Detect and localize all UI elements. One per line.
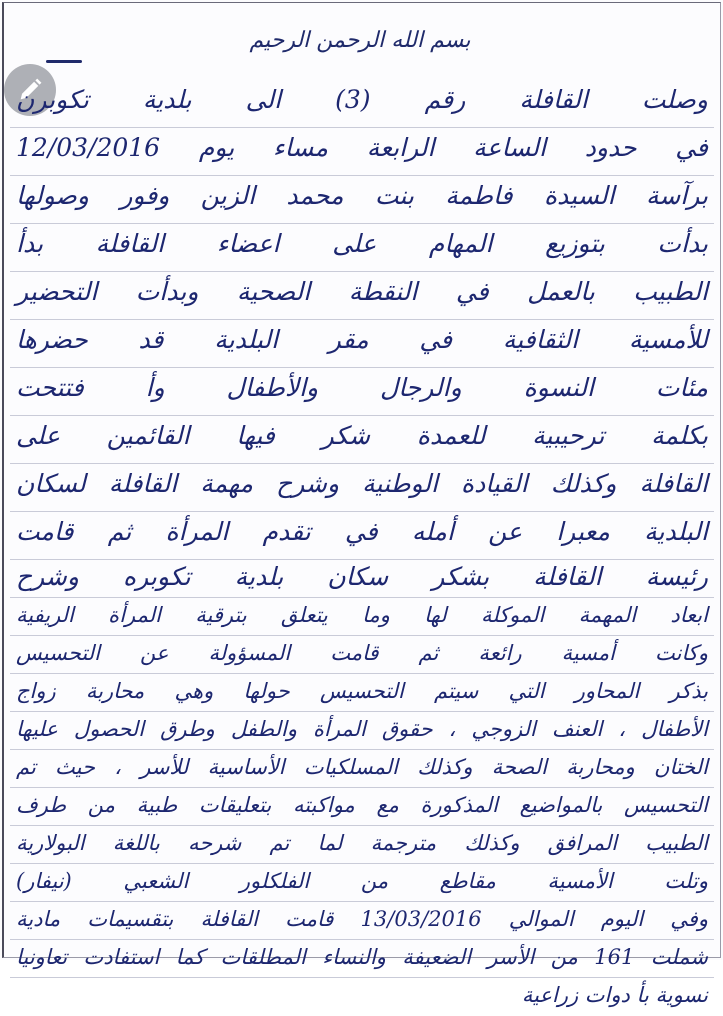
text-line: نسوية بأ دوات زراعية [521,983,708,1007]
text-line: بدأت بتوزيع المهام على اعضاء القافلة بدأ [10,224,714,272]
text-line: برآسة السيدة فاطمة بنت محمد الزين وفور وصولها [10,176,714,224]
text-line: وكانت أمسية رائعة ثم قامت المسؤولة عن التحسيس [10,636,714,674]
text-line: الأطفال ، العنف الزوجي ، حقوق المرأة والطفل وطرق الحصول عليها [10,712,714,750]
text-line: ابعاد المهمة الموكلة لها وما يتعلق بترقية المرأة الريفية [10,598,714,636]
text-line: شملت 161 من الأسر الضعيفة والنساء المطلقات كما استفادت تعاونيا [10,940,714,978]
dash-mark [46,60,82,63]
text-line: بكلمة ترحيبية للعمدة شكر فيها القائمين على [10,416,714,464]
text-line: للأمسية الثقافية في مقر البلدية قد حضرها [10,320,714,368]
text-line: الطبيب بالعمل في النقطة الصحية وبدأت التحضير [10,272,714,320]
text-line: الطبيب المرافق وكذلك مترجمة لما تم شرحه باللغة البولارية [10,826,714,864]
text-line: التحسيس بالمواضيع المذكورة مع مواكبته بتعليقات طبية من طرف [10,788,714,826]
text-line: في حدود الساعة الرابعة مساء يوم 12/03/2016 [10,128,714,176]
basmala-heading: بسم الله الرحمن الرحيم [249,28,471,53]
text-line: وفي اليوم الموالي 13/03/2016 قامت القافلة بتقسيمات مادية [10,902,714,940]
text-line: وصلت القافلة رقم (3) الى بلدية تكوبرن [10,80,714,128]
text-line: البلدية معبرا عن أمله في تقدم المرأة ثم قامت [10,512,714,560]
text-line: الختان ومحاربة الصحة وكذلك المسلكيات الأساسية للأسر ، حيث تم [10,750,714,788]
text-line: القافلة وكذلك القيادة الوطنية وشرح مهمة القافلة لسكان [10,464,714,512]
text-line: رئيسة القافلة بشكر سكان بلدية تكوبره وشرح [10,560,714,598]
text-line: بذكر المحاور التي سيتم التحسيس حولها وهي محاربة زواج [10,674,714,712]
text-line: وتلت الأمسية مقاطع من الفلكلور الشعبي (نيفار) [10,864,714,902]
handwritten-body [10,80,714,1016]
text-line: مئات النسوة والرجال والأطفال وأ فتتحت [10,368,714,416]
